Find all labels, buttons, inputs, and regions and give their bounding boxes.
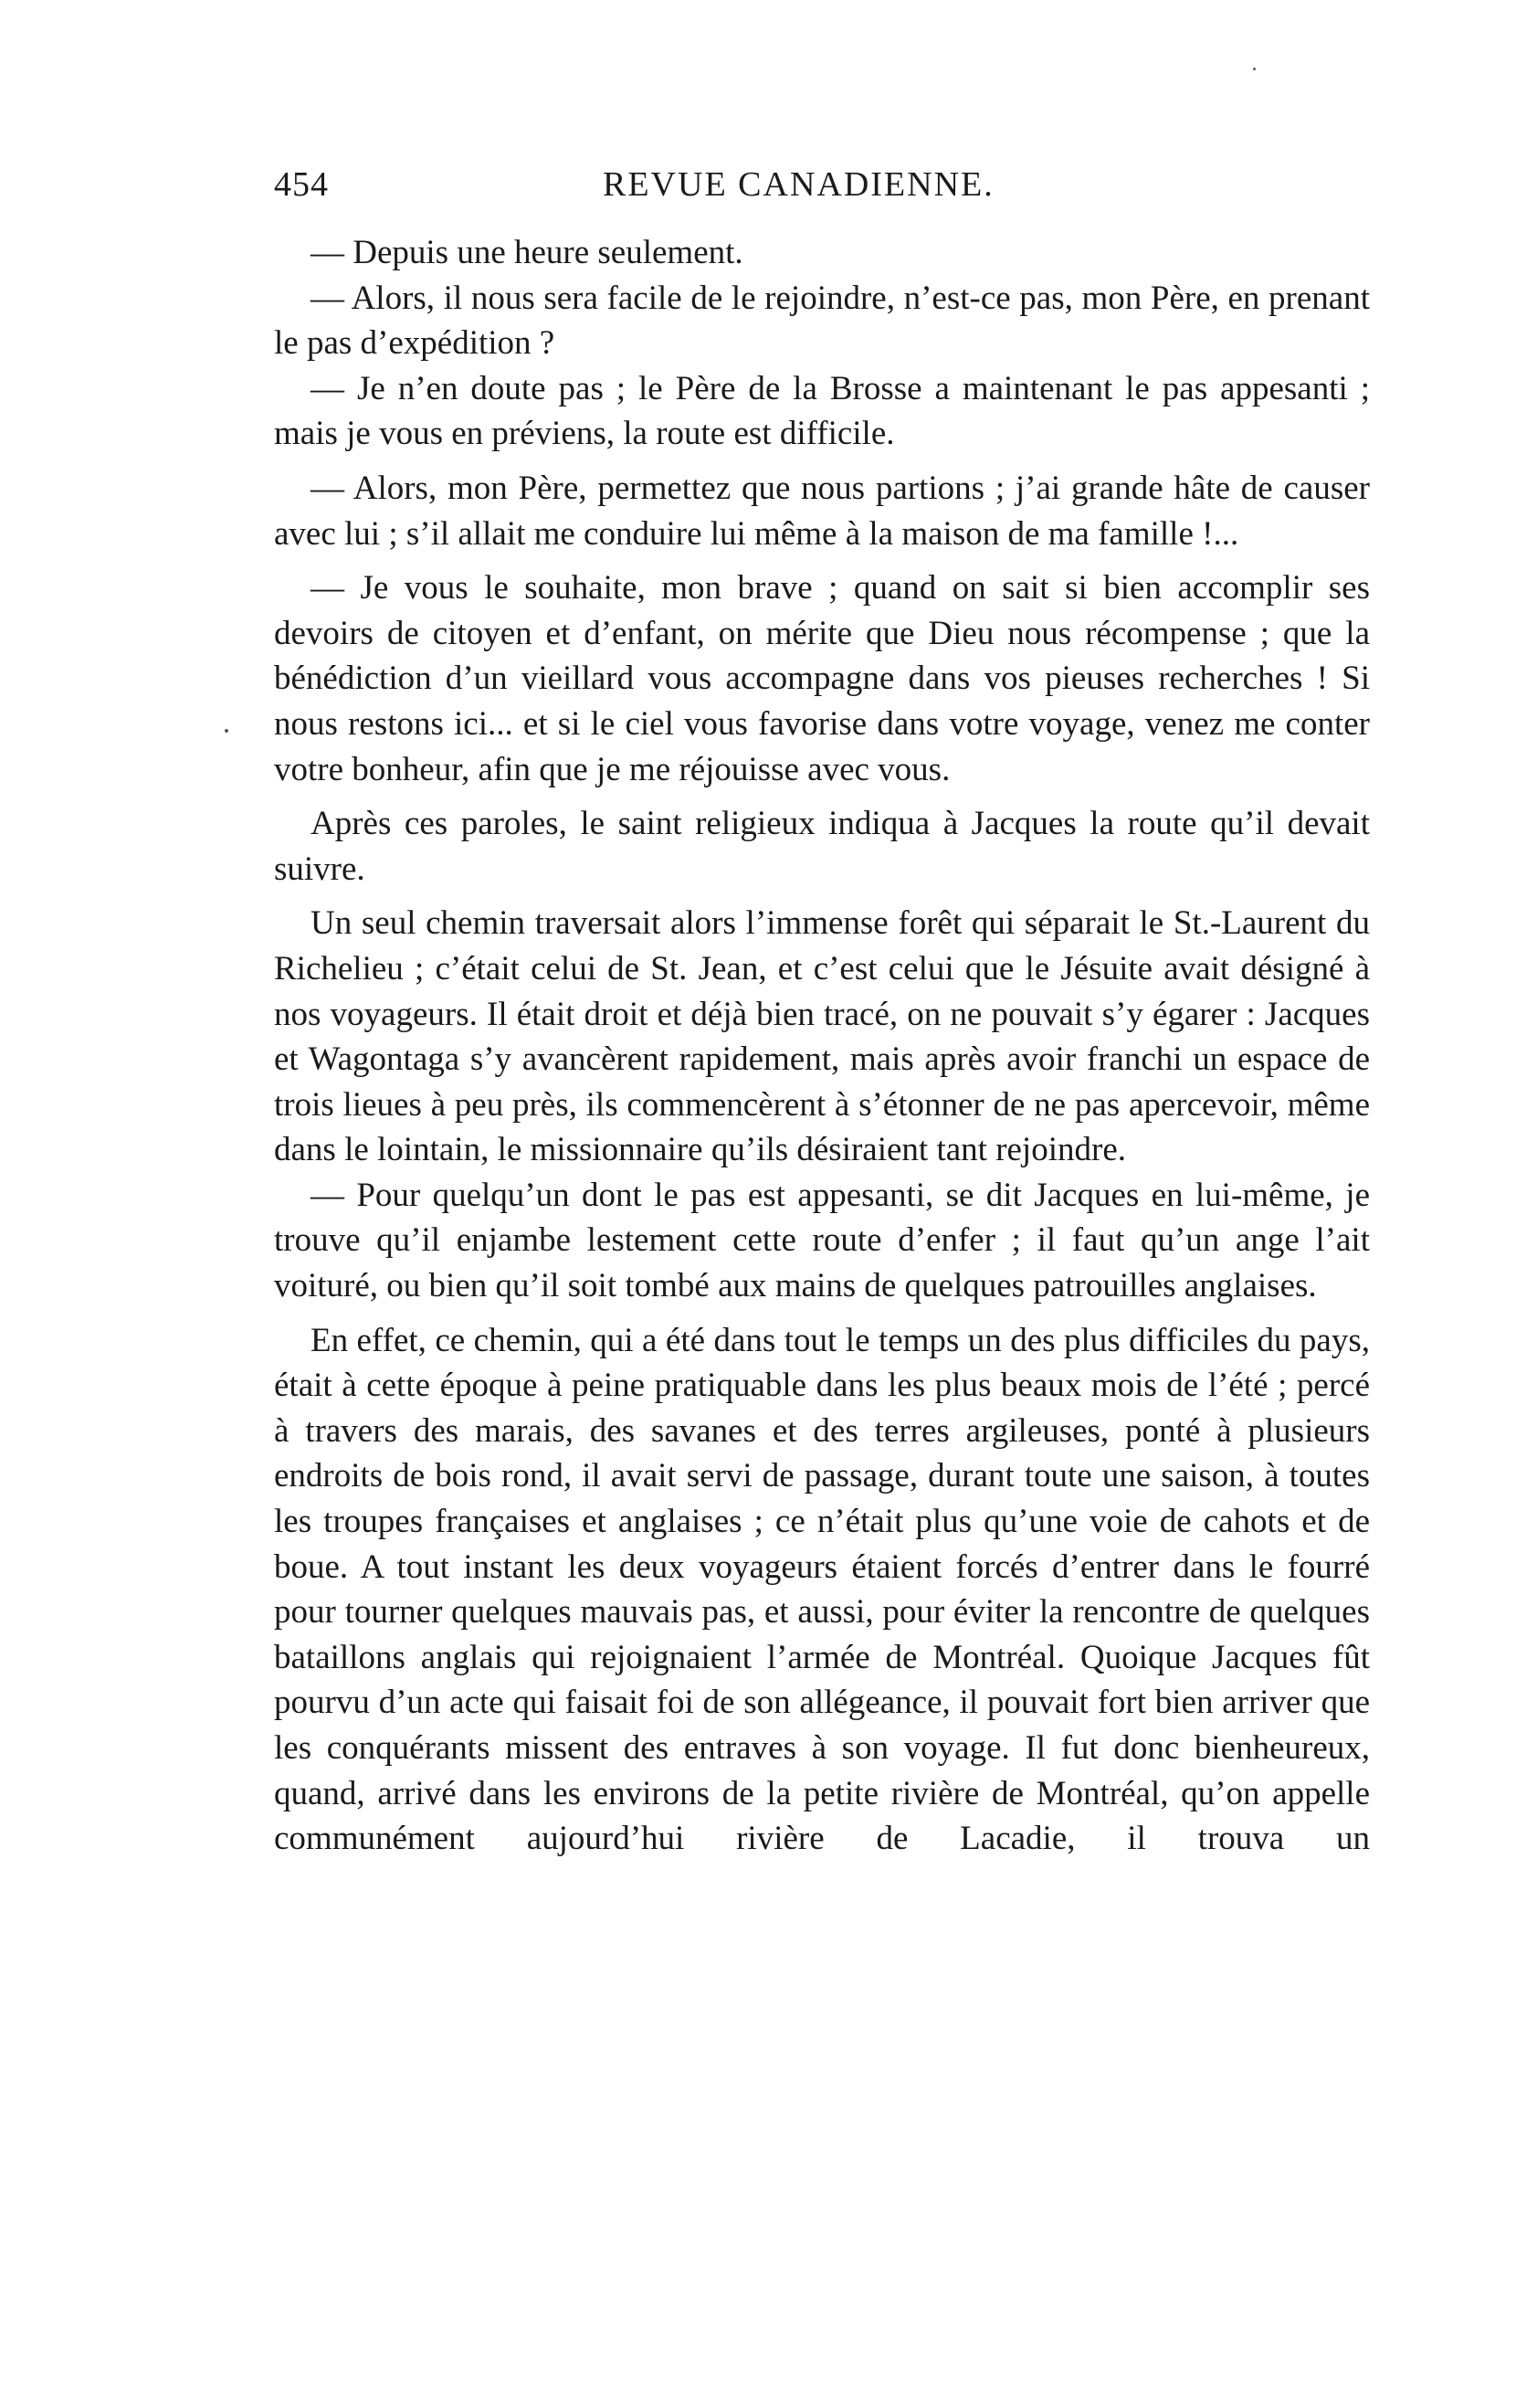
dialogue-paragraph: — Je n’en doute pas ; le Père de la Brosse a maintenant le pas appesanti ; mais je vous en préviens, la route est difficile. (274, 369, 1370, 453)
dialogue-paragraph: — Pour quelqu’un dont le pas est appesanti, se dit Jacques en lui-même, je trouve qu’il enjambe lestement cette route d’enfer ; il faut qu’un ange l’ait voituré, ou bien qu’il soit tombé aux mains de quelques patrouilles anglaises. (274, 1176, 1370, 1305)
dialogue-paragraph: — Alors, il nous sera facile de le rejoindre, n’est-ce pas, mon Père, en prenant le pas d’expédition ? (274, 279, 1370, 363)
dialogue-paragraph: — Depuis une heure seulement. (311, 234, 743, 271)
running-head (274, 164, 1370, 219)
page-number: 454 (274, 165, 329, 204)
narrative-paragraph: Après ces paroles, le saint religieux indiqua à Jacques la route qu’il devait suivre. (274, 805, 1370, 888)
narrative-paragraph: Un seul chemin traversait alors l’immense forêt qui séparait le St.-Laurent du Richelieu ; c’était celui de St. Jean, et c’est celui que le Jésuite avait désigné à nos voyageurs. Il était droit et déjà bien tracé, on ne pouvait s’y égarer : Jacques et Wagontaga s’y avancèrent rapidement, mais après avoir franchi un espace de trois lieues à peu près, ils commencèrent à s’étonner de ne pas apercevoir, même dans le lointain, le missionnaire qu’ils désiraient tant rejoindre. (274, 904, 1370, 1169)
dialogue-paragraph: — Je vous le souhaite, mon brave ; quand on sait si bien accomplir ses devoirs de citoyen et d’enfant, on mérite que Dieu nous récompense ; que la bénédiction d’un vieillard vous accompagne dans vos pieuses recherches ! Si nous restons ici... et si le ciel vous favorise dans votre voyage, venez me conter votre bonheur, afin que je me réjouisse avec vous. (274, 569, 1370, 788)
body-text (274, 230, 1370, 1862)
dialogue-paragraph: — Alors, mon Père, permettez que nous partions ; j’ai grande hâte de causer avec lui ; s’il allait me conduire lui même à la maison de ma famille !... (274, 469, 1370, 553)
journal-title: REVUE CANADIENNE. (603, 165, 995, 204)
narrative-paragraph: En effet, ce chemin, qui a été dans tout le temps un des plus difficiles du pays, était à cette époque à peine pratiquable dans les plus beaux mois de l’été ; percé à travers des marais, des savanes et des terres argileuses, ponté à plusieurs endroits de bois rond, il avait servi de passage, durant toute une saison, à toutes les troupes françaises et anglaises ; ce n’était plus qu’une voie de cahots et de boue. A tout instant les deux voyageurs étaient forcés d’entrer dans le fourré pour tourner quelques mauvais pas, et aussi, pour éviter la rencontre de quelques bataillons anglais qui rejoignaient l’armée de Montréal. Quoique Jacques fût pourvu d’un acte qui faisait foi de son allégeance, il pouvait fort bien arriver que les conquérants missent des entraves à son voyage. Il fut donc bienheureux, quand, arrivé dans les environs de la petite rivière de Montréal, qu’on appelle communément aujourd’hui rivière de Lacadie, il trouva un (274, 1321, 1370, 1858)
scan-speck (225, 729, 228, 733)
scan-speck (1253, 68, 1256, 70)
book-page (274, 164, 1370, 1862)
